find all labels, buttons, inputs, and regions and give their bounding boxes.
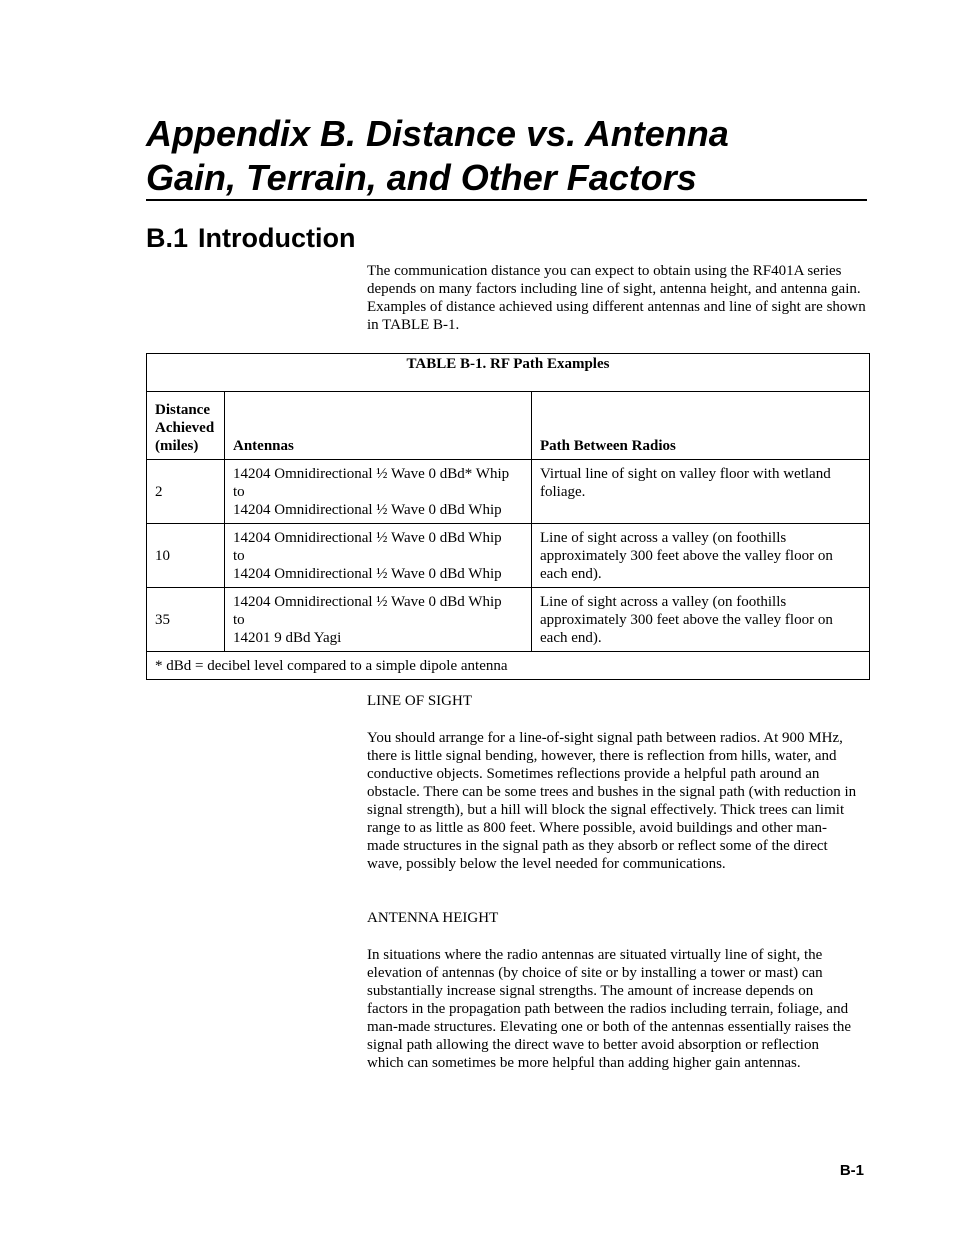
table-row — [147, 460, 870, 524]
antenna-height-paragraph: In situations where the radio antennas are situated virtually line of sight, the elevation of antennas (by choice of site or by installing a tower or mast) can substantially increase signal strengths. The amount of increase depends on factors in the propagation path between the radios including terrain, foliage, and man-made structures. Elevating one or both of the antennas essentially raises the signal path allowing the direct wave to better avoid absorption or reflection which can sometimes be more helpful than adding higher gain antennas. — [367, 947, 852, 1071]
rf-path-table-container — [146, 353, 869, 680]
antenna-primary: 14204 Omnidirectional ½ Wave 0 dBd Whip — [233, 594, 502, 610]
page-title — [146, 112, 866, 200]
title-underline-rule — [146, 199, 867, 201]
distance-cell: 35 — [147, 588, 225, 652]
header-distance: Distance Achieved (miles) — [147, 392, 225, 460]
antenna-connector: to — [233, 548, 245, 564]
table-footnote: * dBd = decibel level compared to a simple dipole antenna — [147, 652, 870, 680]
path-cell: Virtual line of sight on valley floor with wetland foliage. — [532, 460, 870, 524]
page-title-line-1: Appendix B. Distance vs. Antenna — [146, 113, 729, 154]
antenna-height-heading: ANTENNA HEIGHT — [367, 910, 499, 926]
antenna-secondary: 14204 Omnidirectional ½ Wave 0 dBd Whip — [233, 566, 502, 582]
distance-cell: 10 — [147, 524, 225, 588]
antenna-connector: to — [233, 484, 245, 500]
path-cell: Line of sight across a valley (on foothills approximately 300 feet above the valley floor on each end). — [532, 524, 870, 588]
rf-path-table — [146, 353, 870, 680]
header-path: Path Between Radios — [532, 392, 870, 460]
section-heading — [146, 221, 356, 255]
antennas-cell — [225, 460, 532, 524]
line-of-sight-heading: LINE OF SIGHT — [367, 693, 472, 709]
antenna-secondary: 14201 9 dBd Yagi — [233, 630, 342, 646]
antenna-secondary: 14204 Omnidirectional ½ Wave 0 dBd Whip — [233, 502, 502, 518]
table-caption: TABLE B-1. RF Path Examples — [147, 354, 870, 392]
table-row — [147, 588, 870, 652]
table-row — [147, 524, 870, 588]
antennas-cell — [225, 588, 532, 652]
section-title: Introduction — [198, 223, 356, 253]
page-title-line-2: Gain, Terrain, and Other Factors — [146, 157, 697, 198]
section-number: B.1 — [146, 223, 189, 253]
line-of-sight-paragraph: You should arrange for a line-of-sight signal path between radios. At 900 MHz, there is little signal bending, however, there is reflection from hills, water, and conductive objects. Sometimes reflections provide a helpful path around an obstacle. There can be some trees and bushes in the signal path (with reduction in signal strength), but a hill will block the signal effectively. Thick trees can limit range to as little as 800 feet. Where possible, avoid buildings and other man-made structures in the signal path as they absorb or reflect some of the direct wave, possibly below the level needed for communications. — [367, 730, 857, 872]
table-header-row — [147, 392, 870, 460]
page-number: B-1 — [839, 1162, 864, 1179]
table-footnote-row — [147, 652, 870, 680]
intro-paragraph: The communication distance you can expect to obtain using the RF401A series depends on many factors including line of sight, antenna height, and antenna gain. Examples of distance achieved using different antennas and line of sight are shown in TABLE B-1. — [367, 263, 866, 333]
antenna-primary: 14204 Omnidirectional ½ Wave 0 dBd* Whip — [233, 466, 510, 482]
antenna-primary: 14204 Omnidirectional ½ Wave 0 dBd Whip — [233, 530, 502, 546]
header-antennas: Antennas — [225, 392, 532, 460]
table-caption-row — [147, 354, 870, 392]
antenna-connector: to — [233, 612, 245, 628]
path-cell: Line of sight across a valley (on foothills approximately 300 feet above the valley floor on each end). — [532, 588, 870, 652]
antennas-cell — [225, 524, 532, 588]
distance-cell: 2 — [147, 460, 225, 524]
